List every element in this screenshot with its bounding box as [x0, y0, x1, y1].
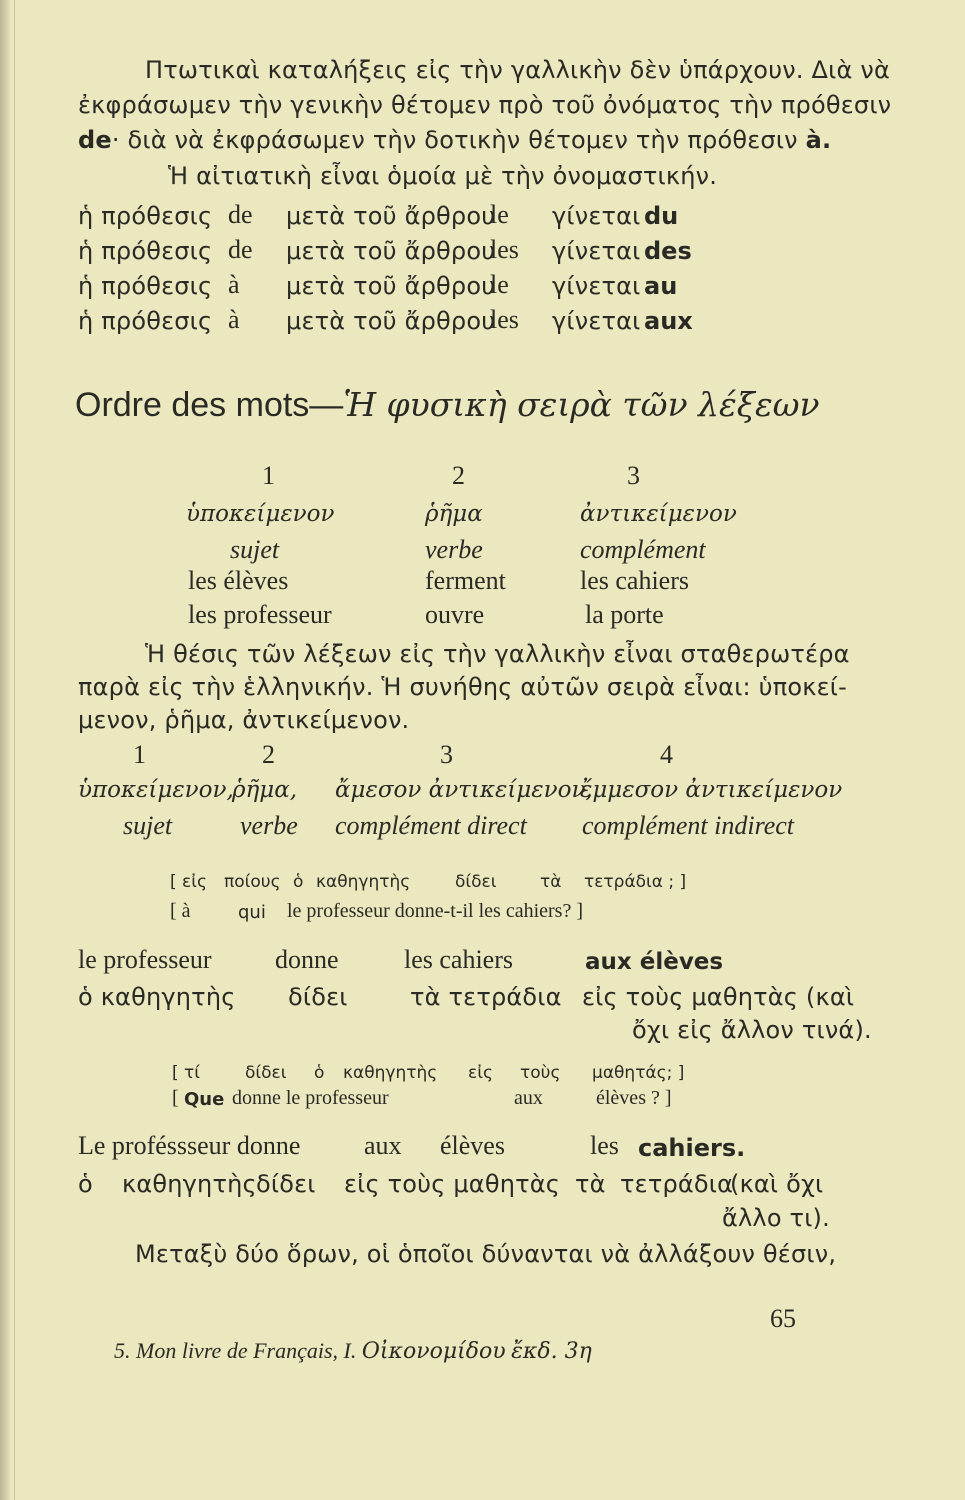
q1-gr-2: ὁ — [293, 872, 304, 892]
table2-fr-4: complément indirect — [582, 811, 795, 840]
ex2-fr-subject-verb: Le proféssseur donne — [78, 1131, 301, 1160]
ex1-fr-indirect: aux élèves — [585, 949, 724, 975]
ex2-gr-paren: (καὶ ὄχι — [730, 1170, 824, 1198]
table1-fr-complement: complément — [580, 535, 706, 564]
table2-num-1: 1 — [133, 740, 146, 769]
q2-gr-4: εἰς — [468, 1063, 493, 1083]
page-number: 65 — [770, 1304, 796, 1333]
contraction-1-result: du — [644, 202, 679, 230]
contraction-4-becomes: γίνεται — [552, 307, 641, 335]
q2-gr-5: τοὺς — [520, 1063, 561, 1083]
contraction-4-subject: ἡ πρόθεσις — [78, 307, 213, 335]
q1-gr-0: [ εἰς — [170, 872, 207, 892]
contraction-2-les: les — [490, 235, 519, 264]
table1-greek-subject: ὑποκείμενον — [186, 501, 335, 527]
ex1-fr-verb: donne — [275, 945, 339, 974]
q2-gr-1: δίδει — [245, 1063, 287, 1083]
contraction-4-article: μετὰ τοῦ ἄρθρου — [286, 307, 496, 335]
ex1-fr-subject: le professeur — [78, 945, 212, 974]
intro-line-1: Πτωτικαὶ καταλήξεις εἰς τὴν γαλλικὴν δὲν ὑπάρχουν. Διὰ νὰ — [145, 56, 890, 84]
para2-line-2: παρὰ εἰς τὴν ἑλληνικήν. Ἡ συνήθης αὐτῶν σειρὰ εἶναι: ὑποκεί- — [78, 673, 847, 701]
table2-fr-2: verbe — [240, 811, 298, 840]
table1-row1-object: les cahiers — [580, 566, 690, 595]
table2-fr-3: complément direct — [335, 811, 527, 840]
table2-num-2: 2 — [262, 740, 275, 769]
q1-fr-open: [ à — [170, 900, 191, 922]
last-line: Μεταξὺ δύο ὅρων, οἱ ὁποῖοι δύνανται νὰ ἀλλάξουν θέσιν, — [135, 1240, 837, 1268]
table2-greek-1: ὑποκείμενον, — [78, 777, 234, 803]
table1-row2-subject: les professeur — [188, 600, 332, 629]
contraction-2-article: μετὰ τοῦ ἄρθρου — [286, 237, 496, 265]
table1-greek-verb: ῥῆμα — [425, 501, 483, 527]
page-edge-line — [14, 0, 15, 1500]
contraction-1-prep: de — [228, 200, 253, 229]
q1-gr-1: ποίους — [224, 872, 281, 892]
ex1-gr-direct: τὰ τετράδια — [410, 983, 562, 1011]
page-binding-edge — [0, 0, 10, 1500]
contraction-2-prep: de — [228, 235, 253, 264]
q1-fr-rest: le professeur donne-t-il les cahiers? ] — [287, 900, 583, 922]
ex2-gr-article: ὁ — [78, 1170, 93, 1198]
table1-num-2: 2 — [452, 461, 465, 490]
table1-greek-object: ἀντικείμενον — [580, 501, 737, 527]
contraction-2-becomes: γίνεται — [552, 237, 641, 265]
q2-fr-aux: aux — [514, 1087, 543, 1109]
intro-a: à. — [805, 126, 832, 154]
table1-num-1: 1 — [262, 461, 275, 490]
table2-greek-2: ῥῆμα, — [232, 777, 298, 803]
ex1-gr-subject: ὁ καθηγητὴς — [78, 983, 236, 1011]
contraction-1-subject: ἡ πρόθεσις — [78, 202, 213, 230]
contraction-3-prep: à — [228, 270, 240, 299]
q2-fr-rest: donne le professeur — [232, 1087, 389, 1109]
q2-gr-0: [ τί — [172, 1063, 201, 1083]
table1-row2-verb: ouvre — [425, 600, 485, 629]
contraction-1-becomes: γίνεται — [552, 202, 641, 230]
ex1-fr-direct: les cahiers — [404, 945, 514, 974]
ex2-gr-tetradia: τετράδια — [620, 1170, 734, 1198]
intro-line-4: Ἡ αἰτιατικὴ εἶναι ὁμοία μὲ τὴν ὀνομαστικήν. — [168, 162, 718, 190]
ex1-gr-indirect: εἰς τοὺς μαθητὰς (καὶ — [582, 983, 855, 1011]
intro-line-3-text: · διὰ νὰ ἐκφράσωμεν τὴν δοτικὴν θέτομεν τὴν πρόθεσιν — [111, 126, 798, 154]
contraction-3-subject: ἡ πρόθεσις — [78, 272, 213, 300]
q1-fr-qui: qui — [238, 902, 266, 923]
q1-gr-6: τετράδια ; ] — [584, 872, 687, 892]
contraction-4-les: les — [490, 305, 519, 334]
contraction-1-article: μετὰ τοῦ ἄρθρου — [286, 202, 496, 230]
q2-fr-que: Que — [184, 1089, 225, 1110]
section-title-gr: Ἡ φυσικὴ σειρὰ τῶν λέξεων — [343, 385, 820, 424]
table2-fr-1: sujet — [123, 811, 173, 840]
contraction-1-le: le — [490, 200, 509, 229]
para2-line-1: Ἡ θέσις τῶν λέξεων εἰς τὴν γαλλικὴν εἶναι σταθερωτέρα — [145, 640, 850, 668]
table2-greek-3: ἄμεσον ἀντικείμενον, — [335, 777, 593, 803]
q1-gr-4: δίδει — [455, 872, 497, 892]
ex2-fr-les: les — [590, 1131, 619, 1160]
contraction-4-result: aux — [644, 307, 693, 335]
contraction-3-le: le — [490, 270, 509, 299]
ex2-fr-aux: aux — [364, 1131, 402, 1160]
q2-gr-3: καθηγητὴς — [343, 1063, 438, 1083]
ex1-gr-verb: δίδει — [288, 983, 348, 1011]
ex1-gr-cont: ὄχι εἰς ἄλλον τινά). — [632, 1016, 872, 1044]
contraction-2-subject: ἡ πρόθεσις — [78, 237, 213, 265]
ex2-gr-cont: ἄλλο τι). — [722, 1204, 830, 1232]
table1-num-3: 3 — [627, 461, 640, 490]
contraction-2-result: des — [644, 237, 692, 265]
ex2-fr-eleves: élèves — [440, 1131, 505, 1160]
contraction-3-result: au — [644, 272, 678, 300]
q2-fr-open: [ — [172, 1087, 179, 1109]
table1-fr-verbe: verbe — [425, 535, 483, 564]
footer-title: Mon livre de Français, I. — [136, 1338, 357, 1363]
footer-edition: ἔκδ. 3η — [511, 1339, 592, 1364]
ex2-gr-subject: καθηγητὴς — [122, 1170, 257, 1198]
intro-line-3 — [78, 126, 831, 154]
table2-num-3: 3 — [440, 740, 453, 769]
para2-line-3: μενον, ῥῆμα, ἀντικείμενον. — [78, 706, 410, 734]
intro-line-2: ἐκφράσωμεν τὴν γενικὴν θέτομεν πρὸ τοῦ ὀνόματος τὴν πρόθεσιν — [78, 91, 892, 119]
q2-fr-end: élèves ? ] — [596, 1087, 672, 1109]
table1-fr-sujet: sujet — [230, 535, 280, 564]
table1-row2-object: la porte — [585, 600, 664, 629]
ex2-gr-verb: δίδει — [256, 1170, 316, 1198]
table2-greek-4: ἔμμεσον ἀντικείμενον — [580, 777, 843, 803]
table2-num-4: 4 — [660, 740, 673, 769]
footer — [114, 1338, 592, 1364]
contraction-4-prep: à — [228, 305, 240, 334]
section-title-fr: Ordre des mots— — [75, 386, 344, 424]
ex2-gr-indirect: εἰς τοὺς μαθητὰς — [344, 1170, 561, 1198]
table1-row1-subject: les élèves — [188, 566, 289, 595]
q1-gr-5: τὰ — [540, 872, 562, 892]
section-title — [75, 385, 820, 425]
ex2-gr-ta: τὰ — [575, 1170, 606, 1198]
q1-gr-3: καθηγητὴς — [316, 872, 411, 892]
intro-de: de — [78, 126, 112, 154]
contraction-3-article: μετὰ τοῦ ἄρθρου — [286, 272, 496, 300]
ex2-fr-cahiers: cahiers. — [638, 1134, 746, 1162]
q2-gr-2: ὁ — [314, 1063, 325, 1083]
contraction-3-becomes: γίνεται — [552, 272, 641, 300]
footer-num: 5. — [114, 1338, 131, 1363]
table1-row1-verb: ferment — [425, 566, 506, 595]
q2-gr-6: μαθητάς; ] — [592, 1063, 685, 1083]
footer-author: Οἰκονομίδου — [361, 1339, 506, 1364]
